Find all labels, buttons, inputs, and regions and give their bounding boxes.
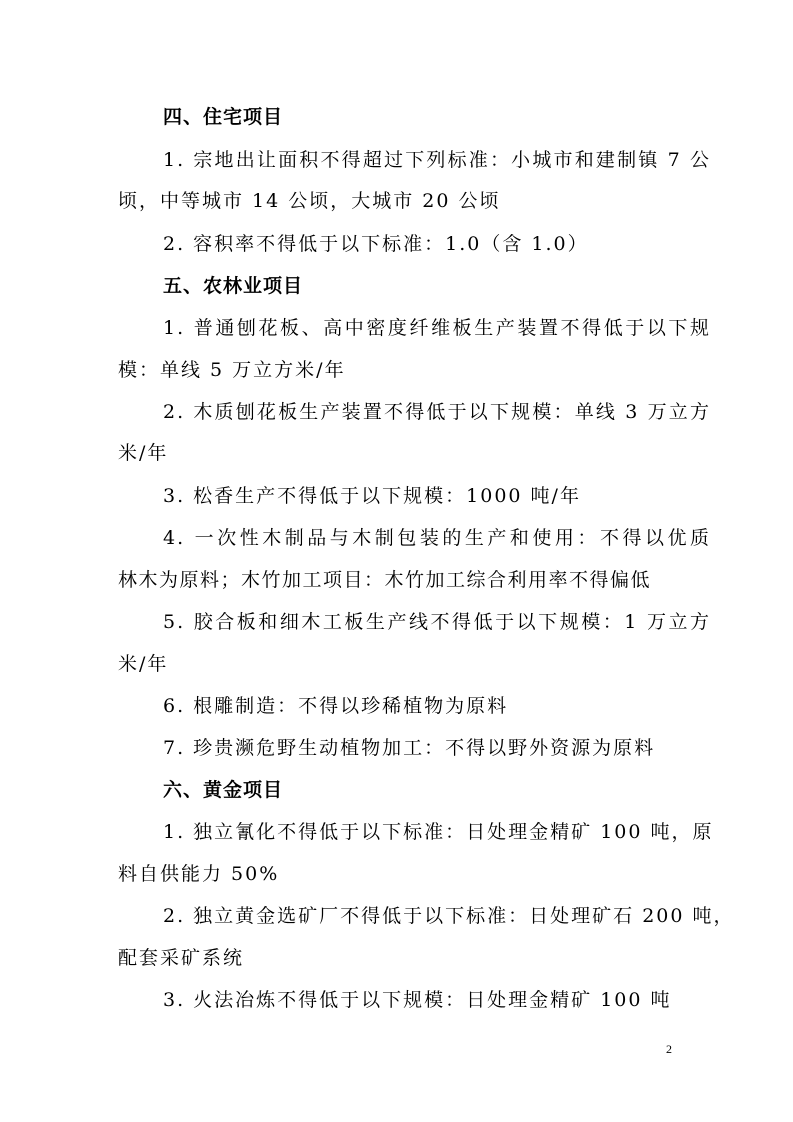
forestry-item-5-line-1: 5. 胶合板和细木工板生产线不得低于以下规模：1 万立方: [163, 611, 711, 633]
forestry-item-4-line-1: 4. 一次性木制品与木制包装的生产和使用：不得以优质: [163, 527, 711, 549]
forestry-item-2-line-1: 2. 木质刨花板生产装置不得低于以下规模：单线 3 万立方: [163, 401, 711, 423]
residential-item-1-line-1: 1. 宗地出让面积不得超过下列标准：小城市和建制镇 7 公: [163, 149, 711, 171]
residential-item-1-line-2: 顷，中等城市 14 公顷，大城市 20 公顷: [118, 190, 501, 212]
forestry-item-1-line-2: 模：单线 5 万立方米/年: [118, 359, 346, 381]
forestry-item-7: 7. 珍贵濒危野生动植物加工：不得以野外资源为原料: [163, 737, 656, 759]
gold-item-1-line-2: 料自供能力 50%: [118, 863, 280, 885]
forestry-item-3: 3. 松香生产不得低于以下规模：1000 吨/年: [163, 485, 581, 507]
forestry-item-2-line-2: 米/年: [118, 442, 169, 464]
gold-item-2-line-1: 2. 独立黄金选矿厂不得低于以下标准：日处理矿石 200 吨，: [163, 905, 735, 927]
section-heading-gold: 六、黄金项目: [163, 779, 284, 801]
forestry-item-1-line-1: 1. 普通刨花板、高中密度纤维板生产装置不得低于以下规: [163, 317, 711, 339]
residential-item-2: 2. 容积率不得低于以下标准：1.0（含 1.0）: [163, 233, 589, 255]
section-heading-residential: 四、住宅项目: [163, 106, 284, 128]
gold-item-2-line-2: 配套采矿系统: [118, 947, 245, 969]
gold-item-3: 3. 火法冶炼不得低于以下规模：日处理金精矿 100 吨: [163, 989, 672, 1011]
forestry-item-5-line-2: 米/年: [118, 653, 169, 675]
page-number: 2: [666, 1042, 672, 1056]
forestry-item-4-line-2: 林木为原料；木竹加工项目：木竹加工综合利用率不得偏低: [118, 569, 652, 591]
section-heading-agriculture-forestry: 五、农林业项目: [163, 275, 304, 297]
gold-item-1-line-1: 1. 独立氰化不得低于以下标准：日处理金精矿 100 吨，原: [163, 821, 714, 843]
forestry-item-6: 6. 根雕制造：不得以珍稀植物为原料: [163, 695, 509, 717]
